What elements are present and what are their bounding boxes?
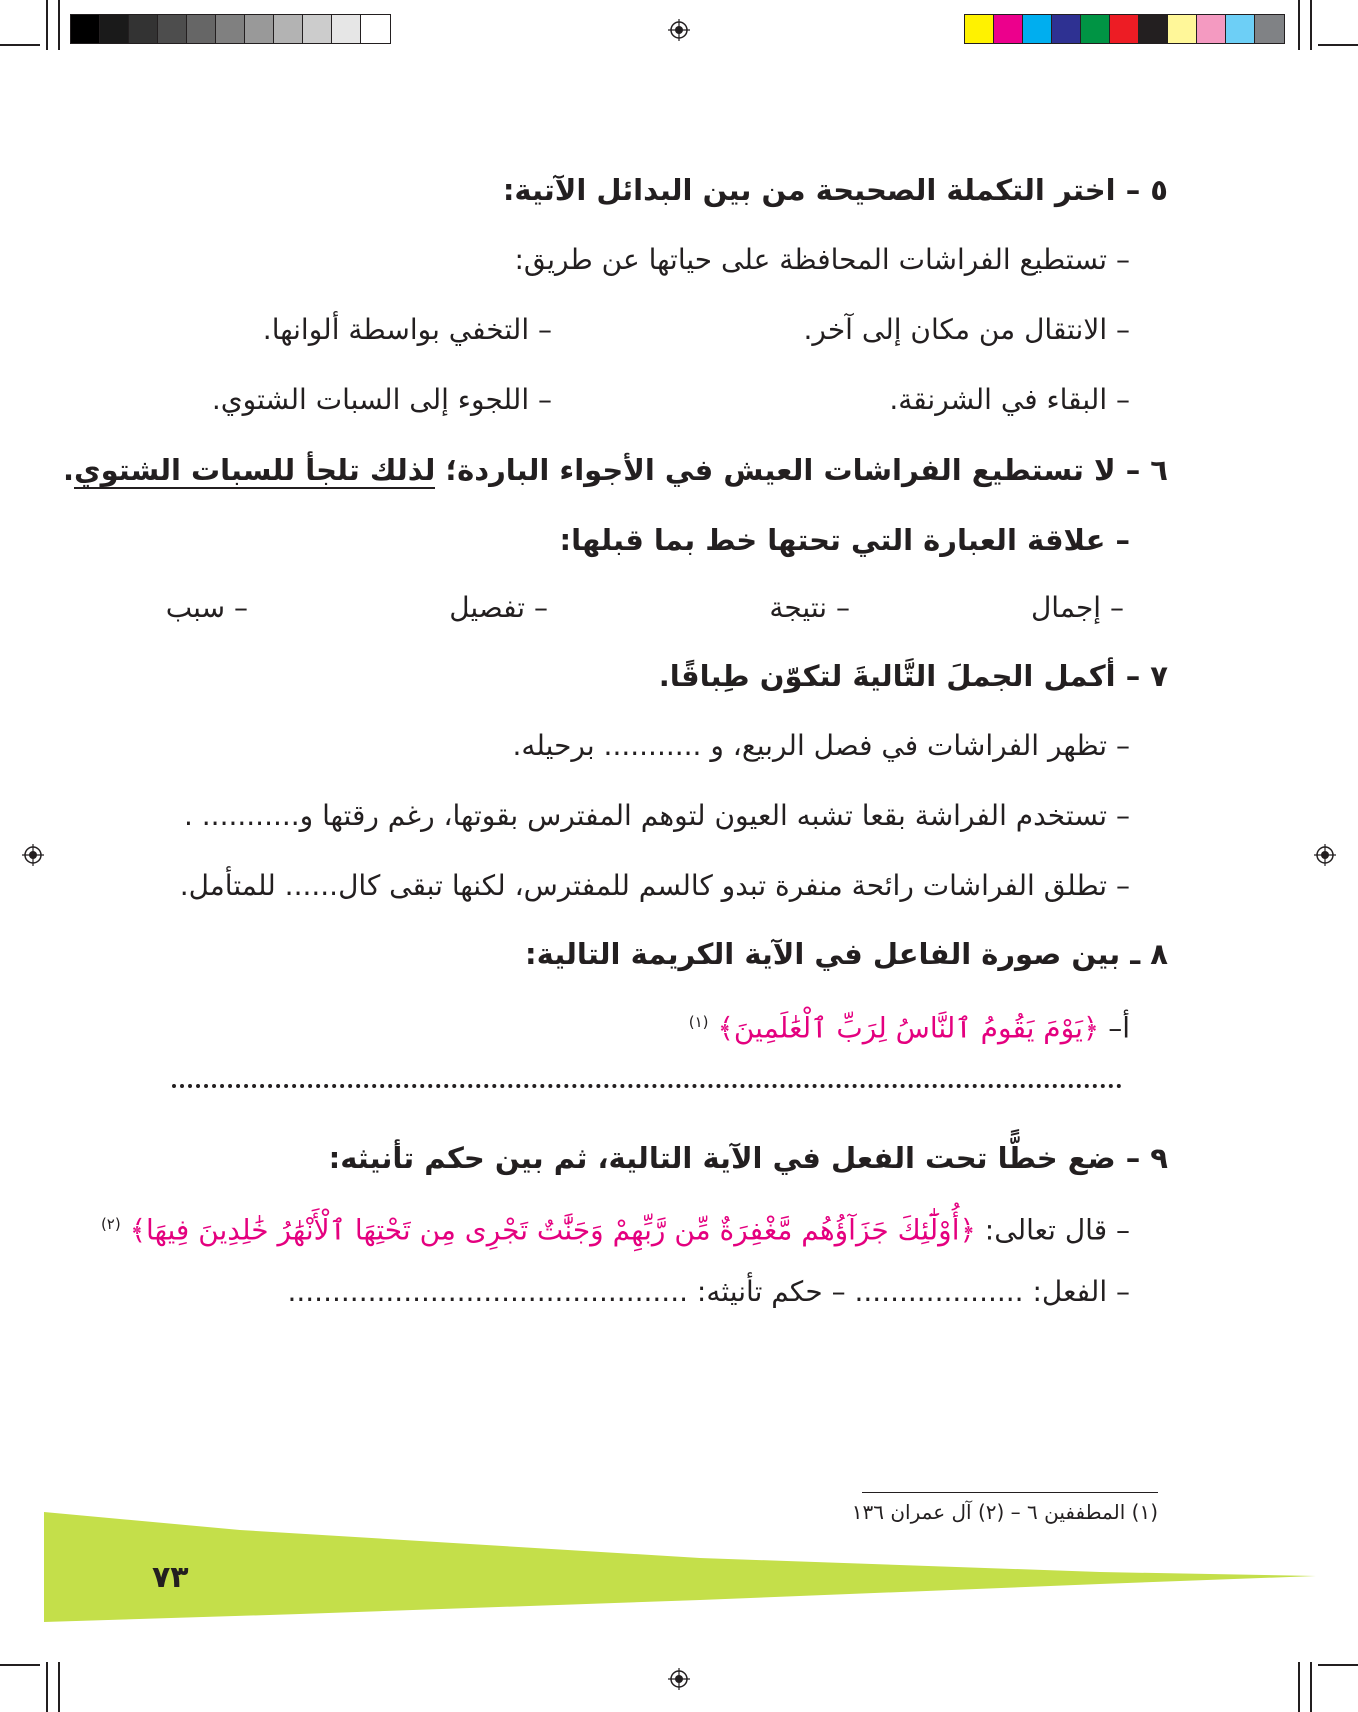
q6-underlined-phrase: لذلك تلجأ للسبات الشتوي	[73, 453, 436, 487]
q8-footnote-ref: (١)	[688, 1013, 709, 1031]
q6-option-4: – سبب	[165, 591, 248, 624]
q8-heading: ٨ ـ بين صورة الفاعل في الآية الكريمة التالية:	[525, 937, 1168, 971]
q7-item-1: – تظهر الفراشات في فصل الربيع، و ........... برحيله.	[512, 729, 1130, 762]
q8-verse: ﴿يَوْمَ يَقُومُ ٱلنَّاسُ لِرَبِّ ٱلْعَٰلَمِينَ﴾	[717, 1011, 1100, 1045]
q6-heading-text: ٦ – لا تستطيع الفراشات العيش في الأجواء الباردة؛	[435, 453, 1168, 487]
q5-heading: ٥ – اختر التكملة الصحيحة من بين البدائل الآتية:	[502, 173, 1168, 207]
q6-heading-end: .	[62, 453, 74, 487]
q9-intro: – قال تعالى:	[975, 1213, 1130, 1247]
q9-verse: ﴿أُوْلَٰٓئِكَ جَزَآؤُهُم مَّغْفِرَةٌ مِّن رَّبِّهِمْ وَجَنَّٰتٌ تَجْرِى مِن تَحْتِهَا ٱلْأَنْهَٰرُ خَٰلِدِينَ فِيهَا﴾	[129, 1213, 976, 1247]
q6-option-1: – إجمال	[1030, 591, 1124, 624]
q9-answer-line: – الفعل: ................... – حكم تأنيثه: .............................................	[287, 1275, 1130, 1308]
q7-item-2: – تستخدم الفراشة بقعا تشبه العيون لتوهم المفترس بقوتها، رغم رقتها و........... .	[183, 799, 1130, 832]
footnote: (١) المطففين ٦ – (٢) آل عمران ١٣٦	[851, 1500, 1158, 1524]
q6-stem: – علاقة العبارة التي تحتها خط بما قبلها:	[559, 523, 1130, 557]
q9-footnote-ref: (٢)	[100, 1215, 121, 1233]
q6-option-3: – تفصيل	[449, 591, 548, 624]
page-number: ٧٣	[152, 1560, 189, 1595]
q5-option-3: – البقاء في الشرنقة.	[889, 383, 1130, 416]
q7-item-3: – تطلق الفراشات رائحة منفرة تبدو كالسم للمفترس، لكنها تبقى كال...... للمتأمل.	[179, 869, 1130, 902]
q5-stem: – تستطيع الفراشات المحافظة على حياتها عن طريق:	[514, 243, 1130, 276]
q9-heading: ٩ – ضع خطًّا تحت الفعل في الآية التالية، ثم بين حكم تأنيثه:	[328, 1141, 1168, 1175]
q5-option-1: – الانتقال من مكان إلى آخر.	[803, 313, 1130, 346]
q5-option-4: – اللجوء إلى السبات الشتوي.	[211, 383, 552, 416]
q5-option-2: – التخفي بواسطة ألوانها.	[262, 313, 552, 346]
q6-option-2: – نتيجة	[769, 591, 850, 624]
q8-item-prefix: أ–	[1099, 1011, 1130, 1045]
q7-heading: ٧ – أكمل الجملَ التَّاليةَ لتكوّن طِباقًا.	[658, 659, 1168, 693]
